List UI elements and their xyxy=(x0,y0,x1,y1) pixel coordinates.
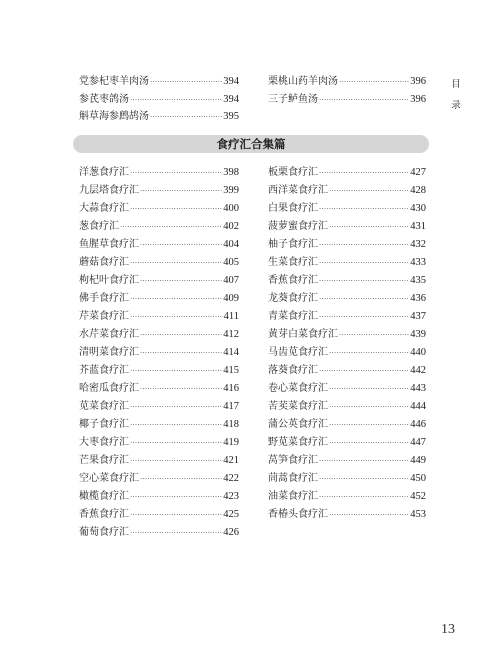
toc-entry-title: 油菜食疗汇 xyxy=(268,491,318,502)
toc-entry-title: 参芪枣鸽汤 xyxy=(79,93,129,105)
toc-entry-title: 青菜食疗汇 xyxy=(268,311,318,322)
toc-leader-dots xyxy=(319,488,409,506)
toc-entry[interactable] xyxy=(79,164,239,182)
toc-leader-dots xyxy=(319,308,409,326)
toc-entry-title: 枸杞叶食疗汇 xyxy=(79,275,139,286)
toc-entry-title: 水芹菜食疗汇 xyxy=(79,329,139,340)
toc-entry[interactable] xyxy=(79,218,239,236)
toc-entry-title: 党参杞枣羊肉汤 xyxy=(79,76,149,87)
toc-leader-dots xyxy=(329,380,409,398)
toc-leader-dots xyxy=(329,398,409,416)
toc-entry-title: 芒果食疗汇 xyxy=(79,455,129,466)
toc-entry[interactable] xyxy=(79,182,239,200)
toc-leader-dots xyxy=(319,164,409,182)
toc-leader-dots xyxy=(130,398,222,416)
toc-entry[interactable] xyxy=(79,326,239,344)
toc-entry-title: 生菜食疗汇 xyxy=(268,257,318,268)
toc-entry-title: 茼蒿食疗汇 xyxy=(268,473,318,484)
toc-entry-title: 橄榄食疗汇 xyxy=(79,491,129,502)
toc-entry-page: 421 xyxy=(223,455,239,466)
toc-entry[interactable] xyxy=(79,308,239,326)
toc-leader-dots xyxy=(329,506,409,524)
toc-entry-page: 433 xyxy=(410,257,426,268)
toc-entry[interactable] xyxy=(79,73,239,91)
side-tab-char: 录 xyxy=(451,100,461,111)
toc-entry[interactable] xyxy=(79,506,239,524)
toc-entry[interactable] xyxy=(268,344,426,362)
toc-entry-title: 苦荬菜食疗汇 xyxy=(268,401,328,412)
toc-leader-dots xyxy=(130,92,222,110)
toc-entry-title: 鱼腥草食疗汇 xyxy=(79,239,139,250)
toc-entry-page: 447 xyxy=(410,437,426,448)
toc-entry-page: 423 xyxy=(223,491,239,502)
toc-entry-page: 449 xyxy=(410,455,426,466)
toc-leader-dots xyxy=(140,272,222,290)
toc-leader-dots xyxy=(130,308,223,326)
toc-entry-page: 425 xyxy=(223,509,239,520)
toc-leader-dots xyxy=(140,344,222,362)
toc-entry[interactable] xyxy=(79,470,239,488)
toc-entry-title: 马齿苋食疗汇 xyxy=(268,347,328,358)
toc-entry-title: 芹菜食疗汇 xyxy=(79,311,129,322)
toc-entry[interactable] xyxy=(268,470,426,488)
toc-entry[interactable] xyxy=(268,290,426,308)
toc-entry-page: 396 xyxy=(410,93,426,105)
toc-entry-title: 芥蓝食疗汇 xyxy=(79,365,129,376)
toc-entry-title: 葱食疗汇 xyxy=(79,221,119,232)
toc-entry-page: 407 xyxy=(223,275,239,286)
toc-entry-page: 415 xyxy=(223,365,239,376)
toc-entry[interactable] xyxy=(79,380,239,398)
toc-entry[interactable] xyxy=(79,272,239,290)
toc-entry-title: 九层塔食疗汇 xyxy=(79,185,139,196)
toc-entry[interactable] xyxy=(268,218,426,236)
toc-entry[interactable] xyxy=(268,488,426,506)
toc-entry-page: 450 xyxy=(410,473,426,484)
toc-leader-dots xyxy=(329,344,409,362)
toc-entry[interactable] xyxy=(268,254,426,272)
toc-entry-page: 405 xyxy=(223,257,239,268)
toc-entry[interactable] xyxy=(79,344,239,362)
toc-entry-page: 431 xyxy=(410,221,426,232)
toc-leader-dots xyxy=(339,326,409,344)
toc-entry-title: 空心菜食疗汇 xyxy=(79,473,139,484)
toc-entry-page: 427 xyxy=(410,167,426,178)
toc-entry-title: 椰子食疗汇 xyxy=(79,419,129,430)
toc-leader-dots xyxy=(329,434,409,452)
toc-leader-dots xyxy=(319,236,409,254)
toc-leader-dots xyxy=(130,488,222,506)
toc-entry-title: 佛手食疗汇 xyxy=(79,293,129,304)
toc-entry-title: 白果食疗汇 xyxy=(268,203,318,214)
toc-entry-title: 菠萝蜜食疗汇 xyxy=(268,221,328,232)
toc-entry[interactable] xyxy=(268,506,426,524)
toc-leader-dots xyxy=(130,164,222,182)
toc-leader-dots xyxy=(140,326,222,344)
toc-leader-dots xyxy=(319,92,409,110)
toc-entry-title: 葡萄食疗汇 xyxy=(79,527,129,538)
toc-entry[interactable] xyxy=(79,108,239,126)
toc-leader-dots xyxy=(130,254,222,272)
toc-leader-dots xyxy=(130,506,222,524)
toc-entry[interactable] xyxy=(268,398,426,416)
page-number: 13 xyxy=(441,622,455,637)
toc-entry-title: 莴笋食疗汇 xyxy=(268,455,318,466)
toc-entry[interactable] xyxy=(268,452,426,470)
toc-entry-page: 418 xyxy=(223,419,239,430)
toc-entry[interactable] xyxy=(79,290,239,308)
toc-leader-dots xyxy=(319,272,409,290)
toc-entry-page: 439 xyxy=(410,329,426,340)
toc-entry-title: 蒲公英食疗汇 xyxy=(268,419,328,430)
toc-entry-page: 417 xyxy=(223,401,239,412)
toc-entry-page: 426 xyxy=(223,527,239,538)
toc-entry-title: 板栗食疗汇 xyxy=(268,167,318,178)
toc-entry-page: 435 xyxy=(410,275,426,286)
toc-entry-title: 落葵食疗汇 xyxy=(268,365,318,376)
toc-entry-title: 柚子食疗汇 xyxy=(268,239,318,250)
toc-entry[interactable] xyxy=(268,308,426,326)
side-tab xyxy=(449,74,463,116)
toc-entry-title: 洋葱食疗汇 xyxy=(79,167,129,178)
toc-entry-page: 399 xyxy=(223,185,239,196)
toc-entry-title: 大枣食疗汇 xyxy=(79,437,129,448)
toc-leader-dots xyxy=(150,109,222,127)
toc-entry-title: 香蕉食疗汇 xyxy=(79,509,129,520)
toc-entry[interactable] xyxy=(268,326,426,344)
toc-entry-title: 三子鲈鱼汤 xyxy=(268,93,318,105)
toc-entry-page: 394 xyxy=(223,76,239,87)
toc-entry-title: 黄芽白菜食疗汇 xyxy=(268,329,338,340)
toc-entry[interactable] xyxy=(268,362,426,380)
toc-entry[interactable] xyxy=(268,182,426,200)
toc-leader-dots xyxy=(329,416,409,434)
toc-entry-page: 446 xyxy=(410,419,426,430)
toc-entry-page: 402 xyxy=(223,221,239,232)
toc-entry-page: 436 xyxy=(410,293,426,304)
toc-entry[interactable] xyxy=(268,236,426,254)
toc-column-right xyxy=(268,164,426,524)
toc-entry-page: 430 xyxy=(410,203,426,214)
toc-entry[interactable] xyxy=(268,200,426,218)
toc-column-top-right xyxy=(268,73,426,108)
toc-leader-dots xyxy=(339,74,409,92)
toc-entry[interactable] xyxy=(79,524,239,542)
toc-leader-dots xyxy=(319,290,409,308)
toc-entry[interactable] xyxy=(268,416,426,434)
toc-entry-page: 404 xyxy=(223,239,239,250)
toc-entry-page: 437 xyxy=(410,311,426,322)
toc-entry-title: 蘑菇食疗汇 xyxy=(79,257,129,268)
toc-entry-page: 396 xyxy=(410,76,426,87)
toc-entry-page: 444 xyxy=(410,401,426,412)
toc-entry-page: 440 xyxy=(410,347,426,358)
toc-entry-page: 411 xyxy=(223,311,239,322)
toc-entry[interactable] xyxy=(79,434,239,452)
toc-entry-page: 443 xyxy=(410,383,426,394)
toc-column-top-left xyxy=(79,73,239,126)
toc-entry-title: 大蒜食疗汇 xyxy=(79,203,129,214)
side-tab-char: 目 xyxy=(451,79,461,90)
toc-entry-page: 414 xyxy=(223,347,239,358)
toc-entry[interactable] xyxy=(268,73,426,91)
toc-entry-title: 香蕉食疗汇 xyxy=(268,275,318,286)
toc-entry[interactable] xyxy=(268,272,426,290)
toc-entry[interactable] xyxy=(79,254,239,272)
toc-leader-dots xyxy=(140,236,222,254)
toc-leader-dots xyxy=(140,380,222,398)
toc-entry-page: 395 xyxy=(223,111,239,122)
toc-leader-dots xyxy=(130,452,222,470)
toc-entry[interactable] xyxy=(268,434,426,452)
toc-entry-title: 清明菜食疗汇 xyxy=(79,347,139,358)
toc-entry[interactable] xyxy=(268,91,426,109)
toc-entry-page: 422 xyxy=(223,473,239,484)
toc-entry[interactable] xyxy=(79,452,239,470)
toc-entry-title: 斛草海参鹧鸪汤 xyxy=(79,111,149,122)
toc-entry[interactable] xyxy=(79,398,239,416)
toc-entry-title: 栗桃山药羊肉汤 xyxy=(268,76,338,87)
toc-entry-page: 412 xyxy=(223,329,239,340)
toc-entry-page: 428 xyxy=(410,185,426,196)
toc-leader-dots xyxy=(329,218,409,236)
toc-leader-dots xyxy=(130,200,222,218)
toc-entry-page: 398 xyxy=(223,167,239,178)
toc-entry[interactable] xyxy=(79,362,239,380)
toc-entry-page: 419 xyxy=(223,437,239,448)
toc-entry-title: 卷心菜食疗汇 xyxy=(268,383,328,394)
toc-leader-dots xyxy=(130,362,222,380)
toc-leader-dots xyxy=(319,362,409,380)
toc-leader-dots xyxy=(319,470,409,488)
section-title: 食疗汇合集篇 xyxy=(73,135,429,153)
toc-entry[interactable] xyxy=(79,236,239,254)
toc-leader-dots xyxy=(329,182,409,200)
toc-entry-page: 394 xyxy=(223,93,239,105)
toc-leader-dots xyxy=(150,74,222,92)
toc-entry-page: 452 xyxy=(410,491,426,502)
toc-entry-page: 400 xyxy=(223,203,239,214)
toc-entry-page: 432 xyxy=(410,239,426,250)
toc-entry[interactable] xyxy=(79,488,239,506)
toc-leader-dots xyxy=(140,470,222,488)
toc-entry[interactable] xyxy=(268,164,426,182)
toc-leader-dots xyxy=(130,434,222,452)
toc-entry-title: 苋菜食疗汇 xyxy=(79,401,129,412)
toc-entry-page: 453 xyxy=(410,509,426,520)
toc-entry-title: 西洋菜食疗汇 xyxy=(268,185,328,196)
toc-entry[interactable] xyxy=(79,91,239,109)
toc-entry-title: 香椿头食疗汇 xyxy=(268,509,328,520)
toc-entry-title: 龙葵食疗汇 xyxy=(268,293,318,304)
toc-column-left xyxy=(79,164,239,542)
toc-entry-page: 416 xyxy=(223,383,239,394)
toc-leader-dots xyxy=(130,524,222,542)
toc-entry-title: 野苋菜食疗汇 xyxy=(268,437,328,448)
toc-entry-title: 哈密瓜食疗汇 xyxy=(79,383,139,394)
toc-entry[interactable] xyxy=(79,416,239,434)
toc-entry[interactable] xyxy=(268,380,426,398)
toc-leader-dots xyxy=(319,452,409,470)
toc-leader-dots xyxy=(120,218,222,236)
toc-leader-dots xyxy=(140,182,222,200)
toc-leader-dots xyxy=(319,254,409,272)
toc-leader-dots xyxy=(130,416,222,434)
toc-entry-page: 409 xyxy=(223,293,239,304)
toc-leader-dots xyxy=(319,200,409,218)
toc-leader-dots xyxy=(130,290,222,308)
toc-entry[interactable] xyxy=(79,200,239,218)
toc-entry-page: 442 xyxy=(410,365,426,376)
